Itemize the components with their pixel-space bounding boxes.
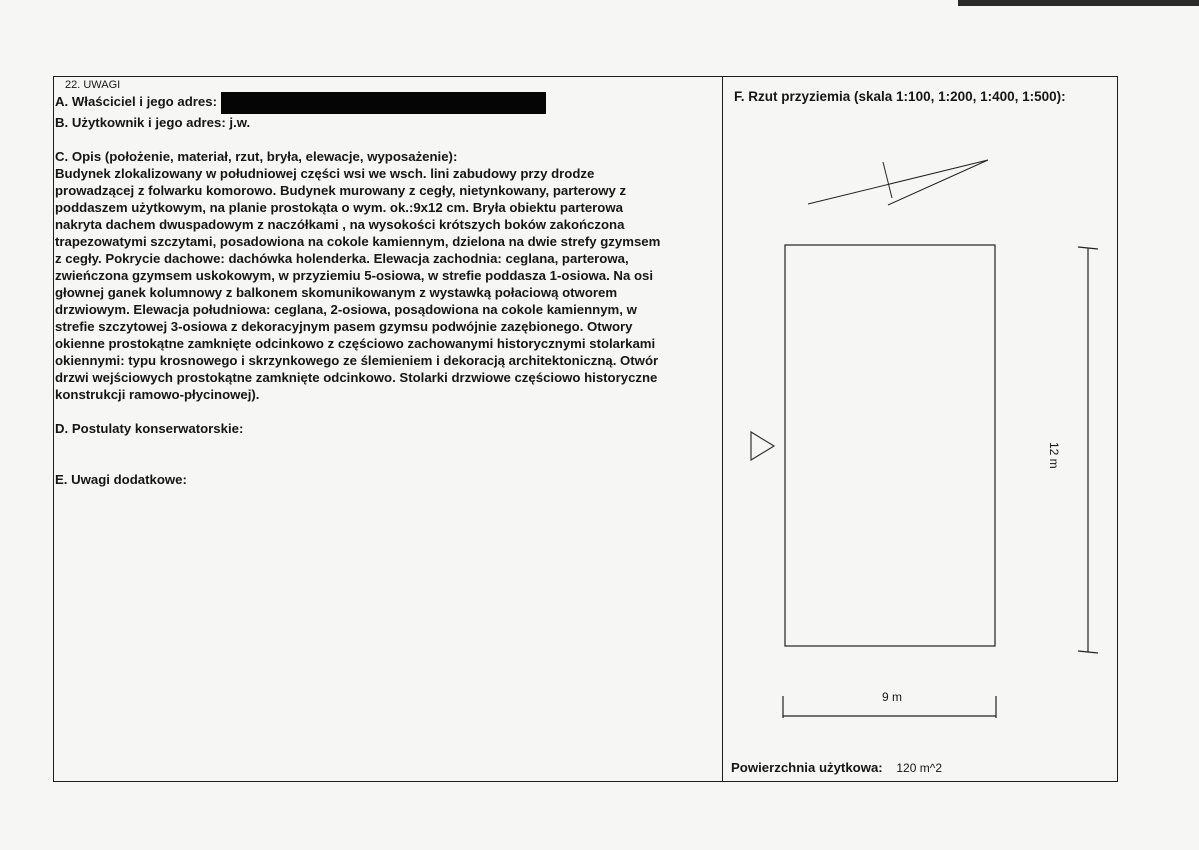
- plan-title: F. Rzut przyziemia (skala 1:100, 1:200, 1:400, 1:500):: [734, 89, 1066, 104]
- description-line: konstrukcji ramowo-płycinowej).: [55, 387, 260, 402]
- entrance-triangle-icon: [751, 432, 774, 460]
- description-line: z cegły. Pokrycie dachowe: dachówka holenderka. Elewacja zachodnia: ceglana, parterowa,: [55, 251, 629, 266]
- postulates-label: D. Postulaty konserwatorskie:: [55, 421, 244, 436]
- length-dimension-line: [1078, 247, 1098, 653]
- description-line: trapezowatymi szczytami, posadowiona na cokole kamiennym, dzielona na dwie strefy gzymsem: [55, 234, 661, 249]
- notes-label: E. Uwagi dodatkowe:: [55, 472, 187, 487]
- description-line: strefie szczytowej 3-osiowa z dekoracyjnym pasem gzymsu podwójnie zazębionego. Otwory: [55, 319, 633, 334]
- description-label: C. Opis (położenie, materiał, rzut, bryła, elewacje, wyposażenie):: [55, 149, 458, 164]
- length-label: 12 m: [1047, 442, 1061, 469]
- area-value: 120 m^2: [896, 761, 943, 775]
- building-outline: [785, 245, 995, 646]
- north-arrow-icon: [808, 160, 988, 205]
- description-line: drzwi wejściowych prostokątne zamknięte odcinkowo. Stolarki drzwiowe częściowo historyczne: [55, 370, 658, 385]
- user-value: j.w.: [229, 115, 251, 130]
- description-line: nakryta dachem dwuspadowym z naczółkami , na wysokości krótszych boków zakończona: [55, 217, 625, 232]
- description-line: głownej ganek kolumnowy z balkonem skomunikowanym z wystawką połaciową otworem: [55, 285, 618, 300]
- description-line: prowadzącej z folwarku komorowo. Budynek murowany z cegły, nietynkowany, parterowy z: [55, 183, 627, 198]
- area-label: Powierzchnia użytkowa:: [731, 760, 883, 775]
- description-line: okienne prostokątne zamknięte odcinkowo z częściowo zachowanymi historycznymi stolarkami: [55, 336, 656, 351]
- owner-label: A. Właściciel i jego adres:: [55, 94, 217, 109]
- width-label: 9 m: [882, 690, 903, 704]
- section-number: 22. UWAGI: [65, 79, 121, 91]
- description-line: okiennymi: typu krosnowego i skrzynkowego ze ślemieniem i dekoracją architektoniczną. Otwór: [55, 353, 659, 368]
- description-line: drzwiowym. Elewacja południowa: ceglana, 2-osiowa, posądowiona na cokole kamiennym, w: [55, 302, 637, 317]
- usable-area-row: [731, 760, 942, 775]
- description-line: Budynek zlokalizowany w południowej części wsi we wsch. lini zabudowy przy drodze: [55, 166, 595, 181]
- description-line: zwieńczona gzymsem uskokowym, w przyziemiu 5-osiowa, w strefie poddasza 1-osiowa. Na osi: [55, 268, 653, 283]
- description-line: poddaszem użytkowym, na planie prostokąta o wym. ok.:9x12 cm. Bryła obiektu parterowa: [55, 200, 623, 215]
- user-label: B. Użytkownik i jego adres:: [55, 115, 226, 130]
